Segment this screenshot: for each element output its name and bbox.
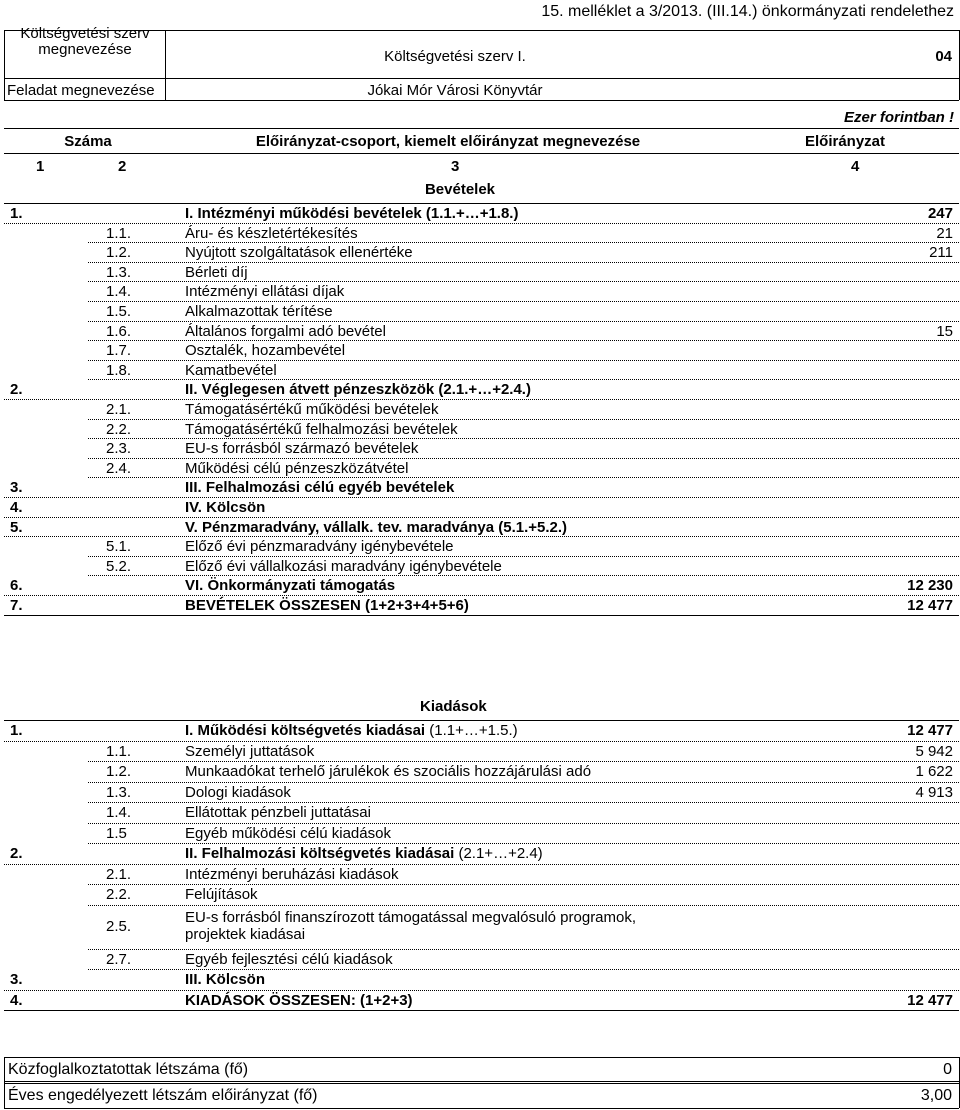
expense-row-label: [185, 886, 258, 903]
expense-row-label: [185, 845, 543, 862]
expense-row-label-text: Egyéb fejlesztési célú kiadások: [185, 950, 393, 968]
expense-row-value: 12 477: [907, 722, 953, 739]
revenue-row: [8, 380, 956, 400]
revenue-row-subnumber: 1.5.: [106, 303, 132, 320]
expense-row-subnumber: 1.4.: [106, 804, 132, 821]
public-work-value: 0: [943, 1061, 952, 1078]
revenue-row-label-text: II. Véglegesen átvett pénzeszközök (2.1.+…+2.4.): [185, 381, 531, 399]
revenue-row-label: [185, 303, 333, 320]
revenue-row-label: [185, 362, 277, 379]
expense-row-label: [185, 804, 371, 821]
revenue-row: [8, 204, 956, 224]
revenue-row-label-text: VI. Önkormányzati támogatás: [185, 577, 396, 595]
revenue-row-label: [185, 597, 469, 614]
unit-note: Ezer forintban !: [843, 109, 954, 126]
expense-row-label-text: III. Kölcsön: [185, 971, 266, 988]
revenue-row-label-text: Alkalmazottak térítése: [185, 303, 333, 320]
revenue-section-title: Bevételek: [424, 181, 496, 198]
expense-row: [8, 970, 956, 991]
expense-row: [8, 762, 956, 783]
revenue-row-label-text: Előző évi vállalkozási maradvány igénybevétele: [185, 557, 502, 575]
expense-row-subnumber: 2.1.: [106, 865, 132, 883]
expense-row: [8, 865, 956, 886]
revenue-row-label-text: Támogatásértékű felhalmozási bevételek: [185, 420, 458, 438]
revenue-row: [8, 498, 956, 518]
expense-row-label-text: KIADÁSOK ÖSSZESEN: (1+2+3): [185, 991, 413, 1009]
expense-row-subnumber: 2.7.: [106, 950, 132, 968]
revenue-row: [8, 576, 956, 596]
revenue-row-label-text: Általános forgalmi adó bevétel: [185, 322, 386, 340]
revenue-row: [8, 537, 956, 557]
expense-row-label: [185, 992, 413, 1009]
revenue-row: [8, 596, 956, 616]
expense-row-label-text: Egyéb működési célú kiadások: [185, 824, 391, 842]
revenue-row-label: [185, 479, 454, 496]
col-name-header: Előirányzat-csoport, kiemelt előirányzat megnevezése: [255, 133, 641, 150]
revenue-row-value: 21: [936, 224, 953, 242]
revenue-row-label: [185, 205, 518, 222]
revenue-row: [8, 302, 956, 322]
revenue-row: [8, 263, 956, 283]
decree-reference: 15. melléklet a 3/2013. (III.14.) önkormányzati rendelethez: [541, 3, 954, 20]
revenue-row-label: [185, 323, 386, 340]
revenue-row-label: [185, 460, 408, 477]
headcount-value: 3,00: [920, 1087, 952, 1104]
expense-section-title: Kiadások: [420, 698, 487, 715]
revenue-row-label: [185, 225, 358, 242]
expense-row-subnumber: 1.2.: [106, 763, 132, 780]
revenue-row: [8, 282, 956, 302]
expense-row-label: [185, 743, 314, 760]
revenue-row-label-text: EU-s forrásból származó bevételek: [185, 440, 419, 458]
expense-row: [8, 742, 956, 763]
revenue-row: [8, 557, 956, 577]
revenue-row-label-text: Bérleti díj: [185, 263, 248, 281]
expense-row-number: 1.: [10, 722, 23, 739]
revenue-row-number: 4.: [10, 499, 23, 516]
col-index-1: 1: [36, 158, 45, 175]
revenue-row-label-text: Kamatbevétel: [185, 361, 277, 379]
org-label: Költségvetési szerv megnevezése: [20, 26, 150, 58]
revenue-row-value: 12 477: [907, 597, 953, 614]
expense-row-label-text: Ellátottak pénzbeli juttatásai: [185, 804, 371, 821]
revenue-row-subnumber: 5.1.: [106, 538, 132, 556]
revenue-row-label: [185, 401, 438, 418]
revenue-row-subnumber: 1.4.: [106, 283, 132, 301]
expense-row-label: [185, 951, 393, 968]
revenue-row: [8, 322, 956, 342]
expense-row-subnumber: 1.5: [106, 824, 127, 842]
revenue-row: [8, 243, 956, 263]
revenue-row: [8, 341, 956, 361]
expense-row-label: [185, 909, 636, 943]
task-label: Feladat megnevezése: [7, 82, 155, 99]
expense-row-value: 1 622: [915, 763, 953, 780]
org-name: Költségvetési szerv I.: [384, 48, 526, 65]
revenue-row-value: 211: [929, 244, 953, 262]
expense-row: [8, 991, 956, 1012]
revenue-row-value: 15: [936, 322, 953, 340]
expense-row-number: 4.: [10, 991, 23, 1009]
revenue-row-subnumber: 2.1.: [106, 401, 132, 418]
expense-row-subnumber: 2.2.: [106, 886, 132, 903]
expense-row: [8, 906, 956, 950]
revenue-row-number: 1.: [10, 205, 23, 222]
revenue-row-number: 5.: [10, 518, 23, 536]
revenue-row-label: [185, 421, 458, 438]
expense-row-label-line2: projektek kiadásai: [185, 925, 306, 943]
revenue-row-label-text: Áru- és készletértékesítés: [185, 224, 358, 242]
public-work-label: Közfoglalkoztatottak létszáma (fő): [8, 1061, 249, 1078]
col-amount-header: Előirányzat: [804, 133, 886, 150]
org-code: 04: [935, 48, 952, 65]
revenue-row-label-text: BEVÉTELEK ÖSSZESEN (1+2+3+4+5+6): [185, 597, 469, 614]
revenue-row-label: [185, 342, 345, 359]
revenue-row: [8, 518, 956, 538]
expense-row: [8, 885, 956, 906]
revenue-row-subnumber: 2.4.: [106, 459, 132, 477]
expense-row-subnumber: 1.1.: [106, 742, 132, 760]
expense-row-label-suffix: (1.1+…+1.5.): [425, 722, 518, 739]
revenue-row-subnumber: 5.2.: [106, 557, 132, 575]
revenue-row-subnumber: 2.3.: [106, 440, 132, 458]
revenue-row-label: [185, 264, 248, 281]
revenue-row: [8, 420, 956, 440]
revenue-row-number: 7.: [10, 597, 23, 614]
revenue-row-label-text: Intézményi ellátási díjak: [185, 283, 345, 301]
expense-row-label-text: Dologi kiadások: [185, 783, 291, 801]
revenue-row-label: [185, 538, 454, 555]
revenue-row-number: 3.: [10, 479, 23, 497]
revenue-row: [8, 459, 956, 479]
expense-row-value: 12 477: [907, 991, 953, 1009]
expense-row-value: 5 942: [915, 742, 953, 760]
expense-row-label: [185, 763, 591, 780]
revenue-row-label: [185, 381, 531, 398]
revenue-row-label-text: V. Pénzmaradvány, vállalk. tev. maradványa (5.1.+5.2.): [185, 518, 568, 536]
revenue-row-label-text: Nyújtott szolgáltatások ellenértéke: [185, 244, 413, 262]
revenue-row-label-text: Osztalék, hozambevétel: [185, 342, 346, 360]
revenue-row: [8, 224, 956, 244]
revenue-row-label: [185, 283, 344, 300]
expense-row-label-text: I. Működési költségvetés kiadásai: [185, 722, 426, 739]
expense-row-subnumber: 2.5.: [106, 917, 132, 935]
col-index-3: 3: [451, 158, 460, 175]
expense-row-label: [185, 866, 398, 883]
expense-row-label-suffix: (2.1+…+2.4): [454, 845, 543, 862]
revenue-row: [8, 400, 956, 420]
revenue-row: [8, 439, 956, 459]
revenue-row-subnumber: 1.8.: [106, 361, 132, 379]
expense-row-label-text: II. Felhalmozási költségvetés kiadásai: [185, 845, 455, 862]
expense-row-value: 4 913: [915, 783, 953, 801]
col-number-header: Száma: [64, 133, 112, 150]
expense-row-label: [185, 784, 291, 801]
revenue-row-label-text: Előző évi pénzmaradvány igénybevétele: [185, 538, 454, 556]
revenue-row-label-text: IV. Kölcsön: [185, 499, 266, 516]
revenue-row-label: [185, 577, 395, 594]
expense-row-subnumber: 1.3.: [106, 783, 132, 801]
revenue-row-subnumber: 1.7.: [106, 342, 132, 360]
expense-row: [8, 721, 956, 742]
expense-row: [8, 950, 956, 971]
revenue-row-label: [185, 558, 502, 575]
revenue-row-label-text: III. Felhalmozási célú egyéb bevételek: [185, 479, 455, 497]
expense-row-label: [185, 722, 518, 739]
expense-row-label-text: Munkaadókat terhelő járulékok és szociális hozzájárulási adó: [185, 763, 592, 780]
expense-row: [8, 844, 956, 865]
revenue-row-number: 2.: [10, 381, 23, 399]
expense-row-label-text: Személyi juttatások: [185, 742, 315, 760]
col-index-2: 2: [118, 158, 127, 175]
expense-row-number: 2.: [10, 845, 23, 862]
revenue-row: [8, 478, 956, 498]
expense-row-label-text: Felújítások: [185, 886, 258, 903]
revenue-row-label: [185, 440, 418, 457]
revenue-row-subnumber: 1.6.: [106, 322, 132, 340]
expense-row: [8, 783, 956, 804]
revenue-row-number: 6.: [10, 577, 23, 595]
expense-row-label: [185, 971, 265, 988]
headcount-label: Éves engedélyezett létszám előirányzat (fő): [8, 1087, 318, 1104]
expense-row-label-text: EU-s forrásból finanszírozott támogatással megvalósuló programok,: [185, 908, 637, 926]
revenue-row: [8, 361, 956, 381]
expense-row-number: 3.: [10, 971, 23, 988]
expense-row-label-text: Intézményi beruházási kiadások: [185, 865, 399, 883]
revenue-row-label: [185, 499, 265, 516]
revenue-row-label: [185, 519, 567, 536]
revenue-row-value: 247: [927, 205, 953, 222]
expense-row: [8, 824, 956, 845]
task-name: Jókai Mór Városi Könyvtár: [367, 82, 543, 99]
revenue-row-label-text: Működési célú pénzeszközátvétel: [185, 459, 409, 477]
expense-row: [8, 803, 956, 824]
expense-row-label: [185, 825, 391, 842]
revenue-row-subnumber: 1.2.: [106, 244, 132, 262]
revenue-row-label-text: I. Intézményi működési bevételek (1.1.+…+1.8.): [185, 205, 519, 222]
col-index-4: 4: [851, 158, 860, 175]
revenue-row-subnumber: 1.3.: [106, 263, 132, 281]
revenue-row-label-text: Támogatásértékű működési bevételek: [185, 401, 439, 418]
revenue-row-subnumber: 1.1.: [106, 224, 132, 242]
revenue-row-label: [185, 244, 413, 261]
revenue-row-subnumber: 2.2.: [106, 420, 132, 438]
revenue-row-value: 12 230: [907, 577, 953, 595]
